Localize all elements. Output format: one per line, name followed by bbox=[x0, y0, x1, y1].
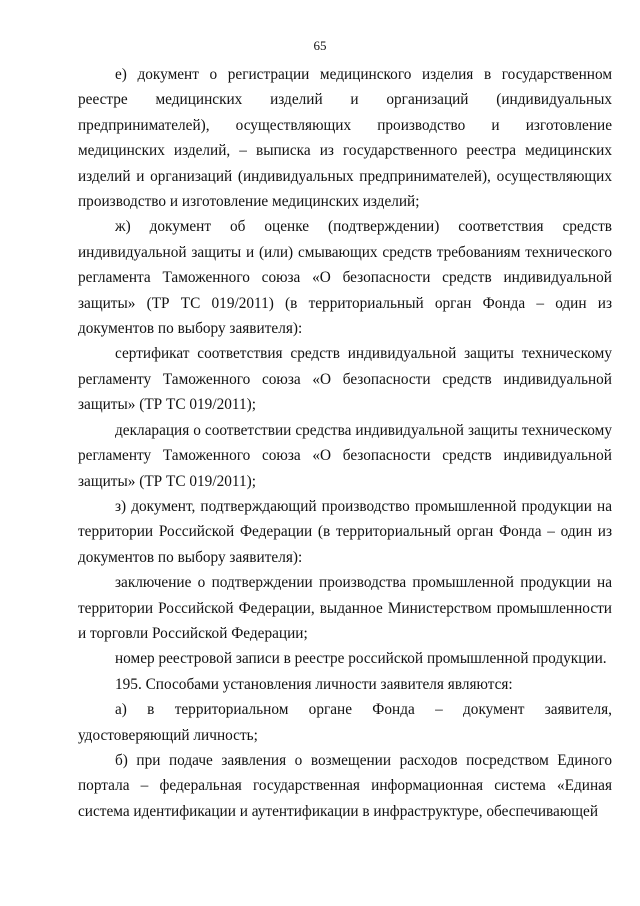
paragraph-a-territorial-office: а) в территориальном органе Фонда – документ заявителя, удостоверяющий личность; bbox=[78, 701, 612, 744]
paragraph-conclusion: заключение о подтверждении производства промышленной продукции на территории Российской Федерации, выданное Министерством промышленности и торговли Российской Федерации; bbox=[78, 574, 612, 642]
paragraph-z-production-document: з) документ, подтверждающий производство промышленной продукции на территории Российской Федерации (в территориальный орган Фонда – один из документов по выбору заявителя): bbox=[78, 497, 612, 566]
paragraph-registry-number: номер реестровой записи в реестре российской промышленной продукции. bbox=[115, 650, 607, 668]
paragraph-b-unified-portal: б) при подаче заявления о возмещении расходов посредством Единого портала – федеральная государственная информационная система «Единая система идентификации и аутентификации в инфраструктуре, обеспечивающей bbox=[78, 751, 612, 820]
paragraph-certificate: сертификат соответствия средств индивидуальной защиты техническому регламенту Таможенного союза «О безопасности средств индивидуальной защиты» (ТР ТС 019/2011); bbox=[78, 345, 612, 414]
page-number: 65 bbox=[313, 38, 327, 53]
paragraph-declaration: декларация о соответствии средства индивидуальной защиты техническому регламенту Таможенного союза «О безопасности средств индивидуальной защиты» (ТР ТС 019/2011); bbox=[78, 421, 612, 490]
paragraph-195-identification-methods: 195. Способами установления личности заявителя являются: bbox=[115, 675, 513, 693]
paragraph-zh-conformity-document: ж) документ об оценке (подтверждении) соответствия средств индивидуальной защиты и (или) смывающих средств требованиям технического регламента Таможенного союза «О безопасности средств индивидуальной защиты» (ТР ТС 019/2011) (в территориальный орган Фонда – один из документов по выбору заявителя): bbox=[78, 218, 612, 338]
paragraph-e-registration-document: е) документ о регистрации медицинского изделия в государственном реестре медицинских изделий и организаций (индивидуальных предпринимателей), осуществляющих производство и изготовление медицинских изделий, – выписка из государственного реестра медицинских изделий и организаций (индивидуальных предпринимателей), осуществляющих производство и изготовление медицинских изделий; bbox=[78, 66, 612, 211]
document-body bbox=[78, 62, 612, 824]
